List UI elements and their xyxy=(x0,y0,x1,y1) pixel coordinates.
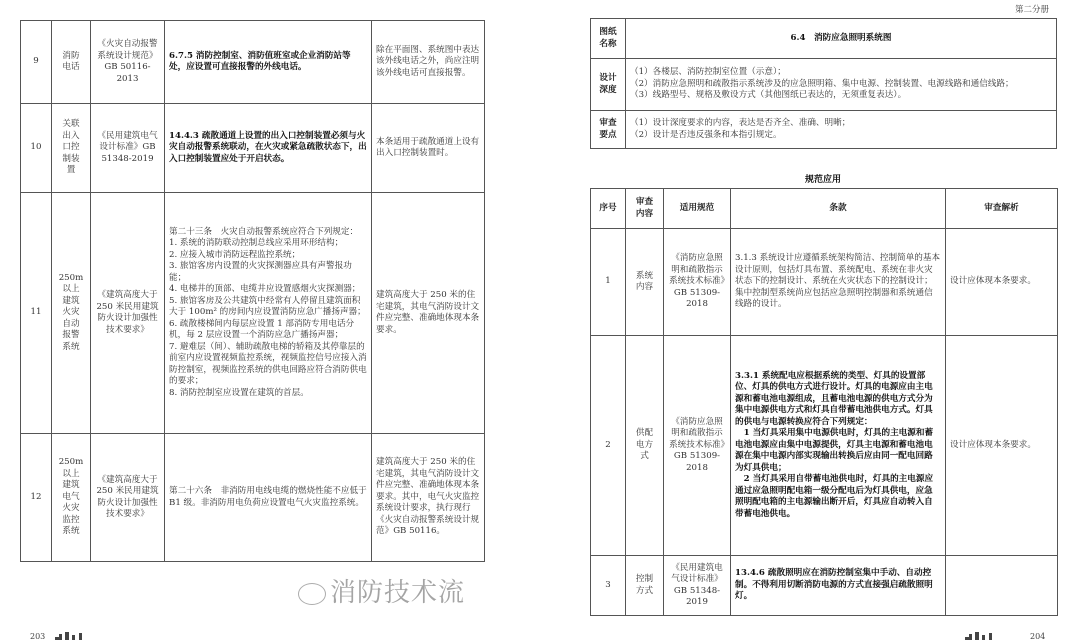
clause-text: 13.4.6 疏散照明应在消防控制室集中手动、自动控制。不得利用切断消防电源的方式直接强启疏散照明灯。 xyxy=(731,556,946,616)
clause-text: 6.7.5 消防控制室、消防值班室或企业消防站等处，应设置可直接报警的外线电话。 xyxy=(165,21,372,104)
left-review-table xyxy=(20,20,485,562)
row-number: 9 xyxy=(21,21,52,104)
skyline-logo-icon xyxy=(55,630,95,640)
table-row xyxy=(21,104,485,193)
design-depth-label: 设计 深度 xyxy=(591,59,626,111)
table-row xyxy=(21,434,485,562)
review-item: 供配 电方 式 xyxy=(626,336,664,556)
column-header: 审查解析 xyxy=(946,189,1058,229)
review-analysis: 除在平面图、系统图中表达该外线电话之外，尚应注明该外线电话可直接报警。 xyxy=(372,21,485,104)
applicable-standard: 《建筑高度大于 250 米民用建筑防火设计加强性技术要求》 xyxy=(91,193,165,434)
clause-text: 3.1.3 系统设计应遵循系统架构简洁、控制简单的基本设计原则，包括灯具布置、系统配电、系统在非火灾状态下的控制设计、系统在火灾状态下的控制设计；集中控制型系统尚应包括应急照明控制器和系统通信线路的设计。 xyxy=(731,229,946,336)
section-title: 规范应用 xyxy=(805,175,842,185)
skyline-logo-icon xyxy=(965,630,1005,640)
review-analysis: 设计应体现本条要求。 xyxy=(946,229,1058,336)
page-number-left: 203 xyxy=(30,632,46,641)
design-depth-value: （1）各楼层、消防控制室位置（示意）； （2）消防应急照明和疏散指示系统涉及的应急照明箱、集中电源、控制装置、电源线路和通信线路； （3）线路型号、规格及敷设方式（其他图纸已表达的，无须重复表达）。 xyxy=(626,59,1057,111)
column-header: 序号 xyxy=(591,189,626,229)
table-row xyxy=(591,556,1058,616)
row-number: 10 xyxy=(21,104,52,193)
row-number: 1 xyxy=(591,229,626,336)
review-analysis xyxy=(946,556,1058,616)
row-number: 12 xyxy=(21,434,52,562)
applicable-standard: 《建筑高度大于 250 米民用建筑防火设计加强性技术要求》 xyxy=(91,434,165,562)
review-analysis: 建筑高度大于 250 米的住宅建筑，其电气消防设计文件应完整、准确地体现本条要求。 xyxy=(372,193,485,434)
column-header: 条款 xyxy=(731,189,946,229)
drawing-info-table xyxy=(590,18,1057,149)
table-row xyxy=(21,193,485,434)
column-header: 适用规范 xyxy=(664,189,731,229)
review-points-value: （1）设计深度要求的内容，表达是否齐全、准确、明晰； （2）设计是否违反强条和本指引规定。 xyxy=(626,111,1057,149)
clause-text: 第二十六条 非消防用电线电缆的燃烧性能不应低于 B1 级。非消防用电负荷应设置电气火灾监控系统。 xyxy=(165,434,372,562)
wechat-icon xyxy=(298,583,326,605)
applicable-standard: 《消防应急照明和疏散指示系统技术标准》GB 51309-2018 xyxy=(664,229,731,336)
applicable-standard: 《民用建筑电气设计标准》GB 51348-2019 xyxy=(91,104,165,193)
review-item: 关联 出入 口控 制装 置 xyxy=(52,104,91,193)
page-number-right: 204 xyxy=(1030,632,1046,641)
review-item: 控制 方式 xyxy=(626,556,664,616)
review-item: 250m 以上 建筑 电气 火灾 监控 系统 xyxy=(52,434,91,562)
review-item: 消防 电话 xyxy=(52,21,91,104)
applicable-standard: 《火灾自动报警系统设计规范》GB 50116-2013 xyxy=(91,21,165,104)
drawing-name-label: 图纸 名称 xyxy=(591,19,626,59)
row-number: 2 xyxy=(591,336,626,556)
column-header: 审查 内容 xyxy=(626,189,664,229)
table-row xyxy=(21,21,485,104)
applicable-standard: 《消防应急照明和疏散指示系统技术标准》GB 51309-2018 xyxy=(664,336,731,556)
standards-table xyxy=(590,188,1058,616)
volume-header: 第二分册 xyxy=(1015,5,1050,15)
row-number: 3 xyxy=(591,556,626,616)
drawing-name-value: 6.4 消防应急照明系统图 xyxy=(626,19,1057,59)
applicable-standard: 《民用建筑电气设计标准》GB 51348-2019 xyxy=(664,556,731,616)
review-analysis: 设计应体现本条要求。 xyxy=(946,336,1058,556)
clause-text: 第二十三条 火灾自动报警系统应符合下列规定： 1. 系统的消防联动控制总线应采用环形结构； 2. 应接入城市消防远程监控系统； 3. 旅馆客房内设置的火灾探测器应具有声警报功能； 4. 电梯井的顶部、电缆井应设置感烟火灾探测器； 5. 旅馆客房及公共建筑中经常有人停留且建筑面积大于 100m² 的房间内应设置消防应急广播扬声器； 6. 疏散楼梯间内每层应设置 1 部消防专用电话分机，每 2 层应设置一个消防应急广播扬声器； 7. 避难层（间）、辅助疏散电梯的轿箱及其停靠层的前室内应设置视频监控系统，视频监控信号应接入消防控制室，视频监控系统的供电回路应符合消防供电的要求； 8. 消防控制室应设置在建筑的首层。 xyxy=(165,193,372,434)
review-points-label: 审查 要点 xyxy=(591,111,626,149)
table-row xyxy=(591,229,1058,336)
watermark: 消防技术流 xyxy=(330,578,466,608)
row-number: 11 xyxy=(21,193,52,434)
clause-text: 3.3.1 系统配电应根据系统的类型、灯具的设置部位、灯具的供电方式进行设计。灯具的电源应由主电源和蓄电池电源组成，且蓄电池电源的供电方式分为集中电源供电方式和灯具自带蓄电池供电方式。灯具的供电与电源转换应符合下列规定： 1 当灯具采用集中电源供电时，灯具的主电源和蓄电池电源应由集中电源提供，灯具主电源和蓄电池电源在集中电源内部实现输出转换后应由同一配电回路为灯具供电； 2 当灯具采用自带蓄电池供电时，灯具的主电源应通过应急照明配电箱一级分配电后为灯具供电，应急照明配电箱的主电源输出断开后，灯具应自动转入自带蓄电池供电。 xyxy=(731,336,946,556)
review-item: 系统 内容 xyxy=(626,229,664,336)
clause-text: 14.4.3 疏散通道上设置的出入口控制装置必须与火灾自动报警系统联动，在火灾或紧急疏散状态下，出入口控制装置应处于开启状态。 xyxy=(165,104,372,193)
review-analysis: 本条适用于疏散通道上设有出入口控制装置时。 xyxy=(372,104,485,193)
review-item: 250m 以上 建筑 火灾 自动 报警 系统 xyxy=(52,193,91,434)
table-row xyxy=(591,336,1058,556)
review-analysis: 建筑高度大于 250 米的住宅建筑，其电气消防设计文件应完整、准确地体现本条要求。其中，电气火灾监控系统设计要求，执行现行《火灾自动报警系统设计规范》GB 50116。 xyxy=(372,434,485,562)
